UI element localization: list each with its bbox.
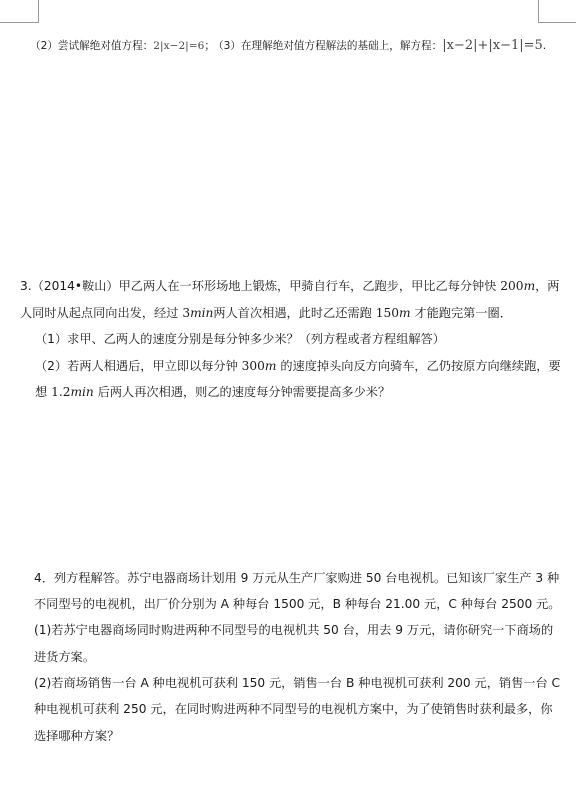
page-corner-mark-top-left	[0, 0, 39, 23]
q2-part2-equation: 2|x−2|=6	[153, 40, 205, 52]
q4-part-2-line-1: (2)若商场销售一台 A 种电视机可获利 150 元，销售一台 B 种电视机可获利 200 元，销售一台 C	[34, 676, 561, 690]
q3-text: ，两	[535, 279, 560, 293]
q4-line-2: 不同型号的电视机，出厂价分别为 A 种每台 1500 元，B 种每台 21.00 元，C 种每台 2500 元。	[34, 597, 561, 611]
q3-unit: m	[398, 306, 411, 320]
q3-text: 甲乙两人在一环形场地上锻炼，甲骑自行车，乙跑步，甲比乙每分钟快	[118, 279, 501, 293]
q3-text: 两人首次相遇，此时乙还需跑	[213, 306, 376, 320]
q2-separator: ；	[204, 40, 215, 52]
q3-value: 3	[182, 306, 191, 320]
q2-part3	[213, 37, 546, 55]
q3-unit: min	[190, 306, 214, 320]
q4-line-1: 4．列方程解答。苏宁电器商场计划用 9 万元从生产厂家购进 50 台电视机。已知该厂家生产 3 种	[34, 571, 560, 585]
q3-source: （2014•鞍山）	[31, 279, 119, 293]
q3-unit: min	[70, 385, 94, 399]
q3-text: 人同时从起点同向出发，经过	[20, 306, 183, 320]
q3-text: 才能跑完第一圈．	[410, 306, 512, 320]
q3-value: 300	[241, 359, 265, 373]
q3-line-2	[20, 304, 512, 322]
q3-number: 3.	[20, 279, 32, 293]
q3-text: 想	[35, 385, 52, 399]
q3-part-1-text: （1）求甲、乙两人的速度分别是每分钟多少米？（列方程或者方程组解答）	[35, 332, 445, 346]
q3-line-1	[20, 277, 560, 295]
q4-part-1-line-2: 进货方案。	[34, 650, 95, 664]
q3-part-2-line-1	[35, 357, 561, 375]
page-corner-mark-top-right	[538, 0, 576, 23]
q2-part2-label: （2）尝试解绝对值方程：	[30, 40, 154, 52]
q3-unit: m	[523, 279, 536, 293]
q3-value: 1.2	[51, 385, 71, 399]
q4-part-2-line-2: 种电视机可获利 250 元，在同时购进两种不同型号的电视机方案中，为了使销售时获利最多，你	[34, 702, 553, 716]
q3-part-2-line-2	[35, 383, 390, 401]
q3-value: 150	[375, 306, 399, 320]
q3-unit: m	[264, 359, 277, 373]
q4-part-2-line-3: 选择哪种方案？	[34, 729, 120, 743]
q2-part2	[30, 37, 215, 55]
q3-part-1	[35, 330, 445, 348]
q3-text: （2）若两人相遇后，甲立即以每分钟	[35, 359, 242, 373]
q2-part3-end: .	[542, 40, 547, 52]
q2-part3-equation: |x−2|+|x−1|=5	[442, 38, 543, 53]
q3-text: 的速度掉头向反方向骑车，乙仍按原方向继续跑，要	[276, 359, 561, 373]
q2-part3-label: （3）在理解绝对值方程解法的基础上，解方程：	[213, 40, 443, 52]
q3-text: 后两人再次相遇，则乙的速度每分钟需要提高多少米？	[93, 385, 391, 399]
q4-part-1-line-1: (1)若苏宁电器商场同时购进两种不同型号的电视机共 50 台，用去 9 万元，请你研究一下商场的	[34, 623, 554, 637]
q3-value: 200	[500, 279, 524, 293]
